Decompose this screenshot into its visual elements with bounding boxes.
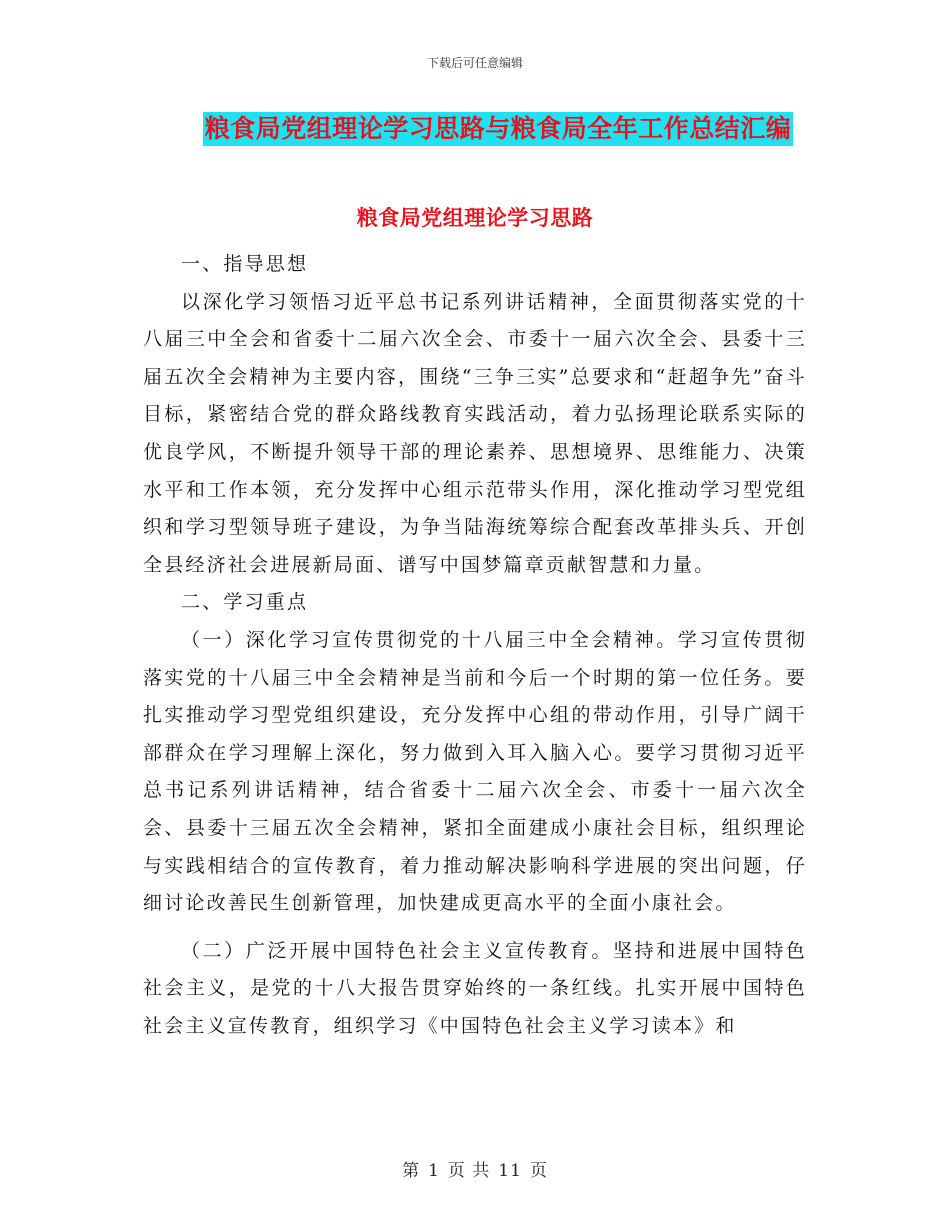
paragraph-focus-two: （二）广泛开展中国特色社会主义宣传教育。坚持和进展中国特色社会主义，是党的十八大报告贯穿始终的一条红线。扎实开展中国特色社会主义宣传教育，组织学习《中国特色社会主义学习读本》和: [143, 939, 807, 1037]
section-title: 粮食局党组理论学习思路: [356, 205, 594, 230]
footer-prefix: 第: [402, 1161, 421, 1181]
paragraph-guiding-thought: 以深化学习领悟习近平总书记系列讲话精神，全面贯彻落实党的十八届三中全会和省委十二届六次全会、市委十一届六次全会、县委十三届五次全会精神为主要内容，围绕“三争三实”总要求和“赶超争先”奋斗目标，紧密结合党的群众路线教育实践活动，着力弘扬理论联系实际的优良学风，不断提升领导干部的理论素养、思想境界、思维能力、决策水平和工作本领，充分发挥中心组示范带头作用，深化推动学习型党组织和学习型领导班子建设，为争当陆海统筹综合配套改革排头兵、开创全县经济社会进展新局面、谱写中国梦篇章贡献智慧和力量。: [143, 290, 807, 576]
footer-total-pages: 11: [498, 1161, 522, 1181]
page-footer: [0, 1156, 950, 1181]
main-title-container: [0, 112, 950, 146]
footer-suffix: 页: [529, 1161, 548, 1181]
main-title: 粮食局党组理论学习思路与粮食局全年工作总结汇编: [203, 112, 794, 146]
heading-guiding-thought: 一、指导思想: [181, 253, 309, 275]
header-note: 下载后可任意编辑: [426, 56, 523, 70]
footer-page-number: 1: [428, 1161, 440, 1181]
paragraph-focus-one: （一）深化学习宣传贯彻党的十八届三中全会精神。学习宣传贯彻落实党的十八届三中全会精神是当前和今后一个时期的第一位任务。要扎实推动学习型党组织建设，充分发挥中心组的带动作用，引导广阔干部群众在学习理解上深化，努力做到入耳入脑入心。要学习贯彻习近平总书记系列讲话精神，结合省委十二届六次全会、市委十一届六次全会、县委十三届五次全会精神，紧扣全面建成小康社会目标，组织理论与实践相结合的宣传教育，着力推动解决影响科学进展的突出问题，仔细讨论改善民生创新管理，加快建成更高水平的全面小康社会。: [143, 628, 807, 915]
footer-middle: 页 共: [447, 1161, 491, 1181]
document-body: [143, 246, 807, 1045]
heading-study-focus: 二、学习重点: [181, 591, 309, 614]
